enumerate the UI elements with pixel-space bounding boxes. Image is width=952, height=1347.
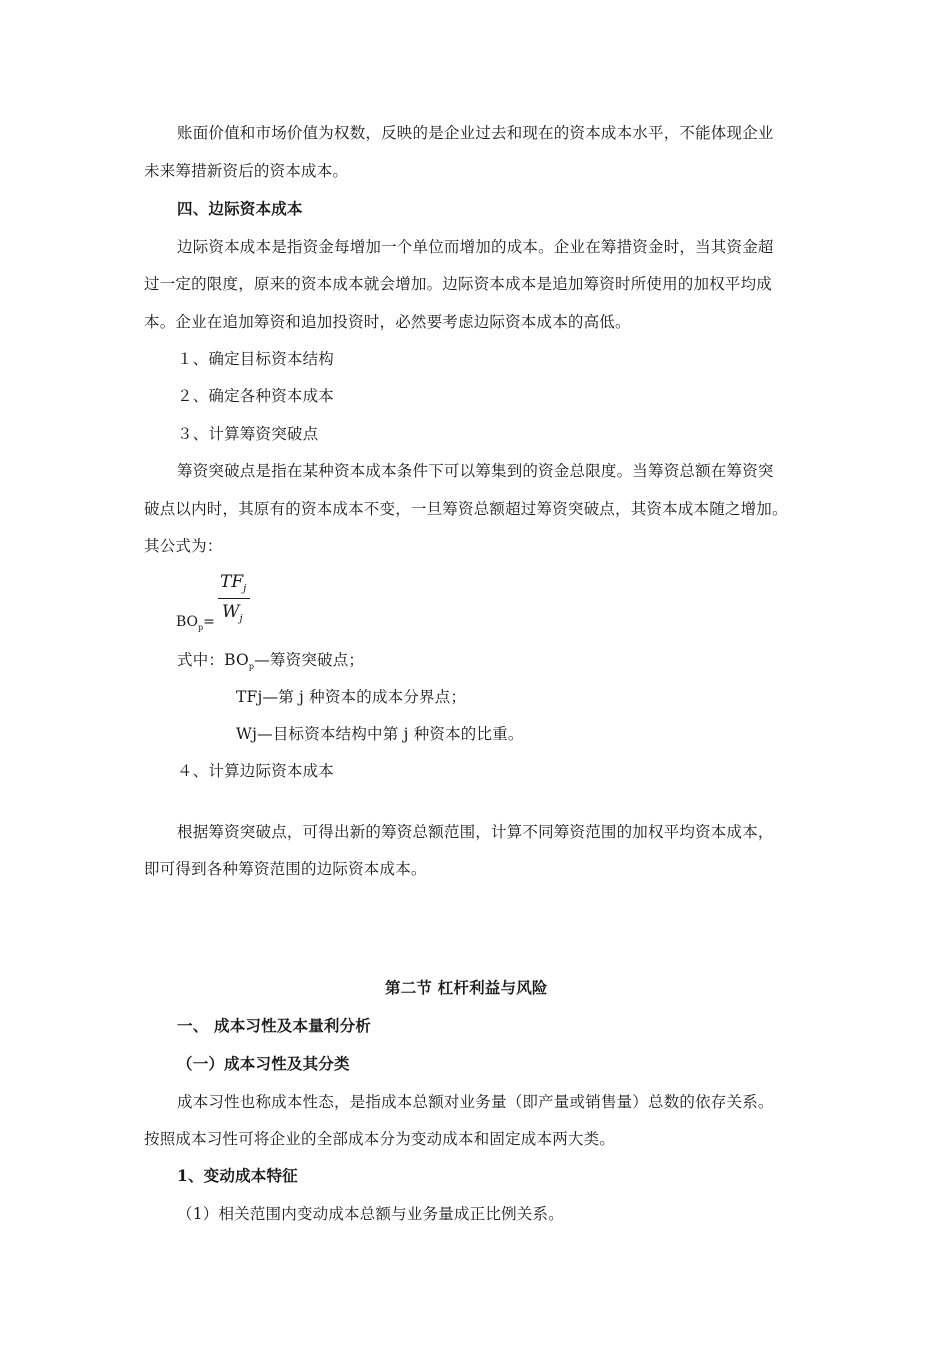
paragraph-line: 过一定的限度，原来的资本成本就会增加。边际资本成本是追加筹资时所使用的加权平均成: [144, 275, 773, 293]
paragraph-line: 筹资突破点是指在某种资本成本条件下可以筹集到的资金总限度。当筹资总额在筹资突: [177, 462, 774, 480]
paragraph-line: 账面价值和市场价值为权数，反映的是企业过去和现在的资本成本水平，不能体现企业: [177, 124, 774, 142]
paragraph-line: 即可得到各种筹资范围的边际资本成本。: [144, 860, 427, 878]
section-heading: 一、 成本习性及本量利分析: [177, 1016, 371, 1035]
paragraph-line: 未来筹措新资后的资本成本。: [144, 162, 349, 180]
formula-where-line: TFj—第 j 种资本的成本分界点；: [236, 688, 467, 706]
formula-denominator: $W_j$: [222, 602, 243, 625]
chapter-section-title: 第二节 杠杆利益与风险: [385, 978, 548, 997]
subsection-heading: （一）成本习性及其分类: [177, 1054, 350, 1073]
breakpoint-formula: [176, 568, 296, 638]
formula-where-line: Wj—目标资本结构中第 j 种资本的比重。: [236, 725, 524, 743]
paragraph-line: 其公式为：: [144, 537, 223, 555]
subsection-heading: 1、变动成本特征: [177, 1166, 298, 1185]
paragraph-line: 成本习性也称成本性态，是指成本总额对业务量（即产量或销售量）总数的依存关系。: [177, 1093, 774, 1111]
paragraph-line: 按照成本习性可将企业的全部成本分为变动成本和固定成本两大类。: [144, 1130, 616, 1148]
formula-where-line: 式中：$BO_p—$筹资突破点；: [177, 651, 365, 672]
paragraph-line: 根据筹资突破点，可得出新的筹资总额范围，计算不同筹资范围的加权平均资本成本，: [177, 823, 774, 841]
list-item: ２、确定各种资本成本: [177, 387, 335, 405]
list-item: １、确定目标资本结构: [177, 350, 335, 368]
formula-numerator: $TF_j$: [220, 572, 247, 595]
section-heading: 四、边际资本成本: [177, 199, 303, 218]
formula-lhs: $BO_p=$: [176, 614, 215, 632]
paragraph-line: 边际资本成本是指资金每增加一个单位而增加的成本。企业在筹措资金时，当其资金超: [177, 238, 774, 256]
paragraph-line: 本。企业在追加筹资和追加投资时，必然要考虑边际资本成本的高低。: [144, 313, 631, 331]
list-item: ４、计算边际资本成本: [177, 762, 335, 780]
list-item: （1）相关范围内变动成本总额与业务量成正比例关系。: [177, 1205, 564, 1223]
paragraph-line: 破点以内时，其原有的资本成本不变，一旦筹资总额超过筹资突破点，其资本成本随之增加。: [144, 500, 788, 518]
fraction-bar: [218, 598, 250, 599]
list-item: ３、计算筹资突破点: [177, 425, 319, 443]
